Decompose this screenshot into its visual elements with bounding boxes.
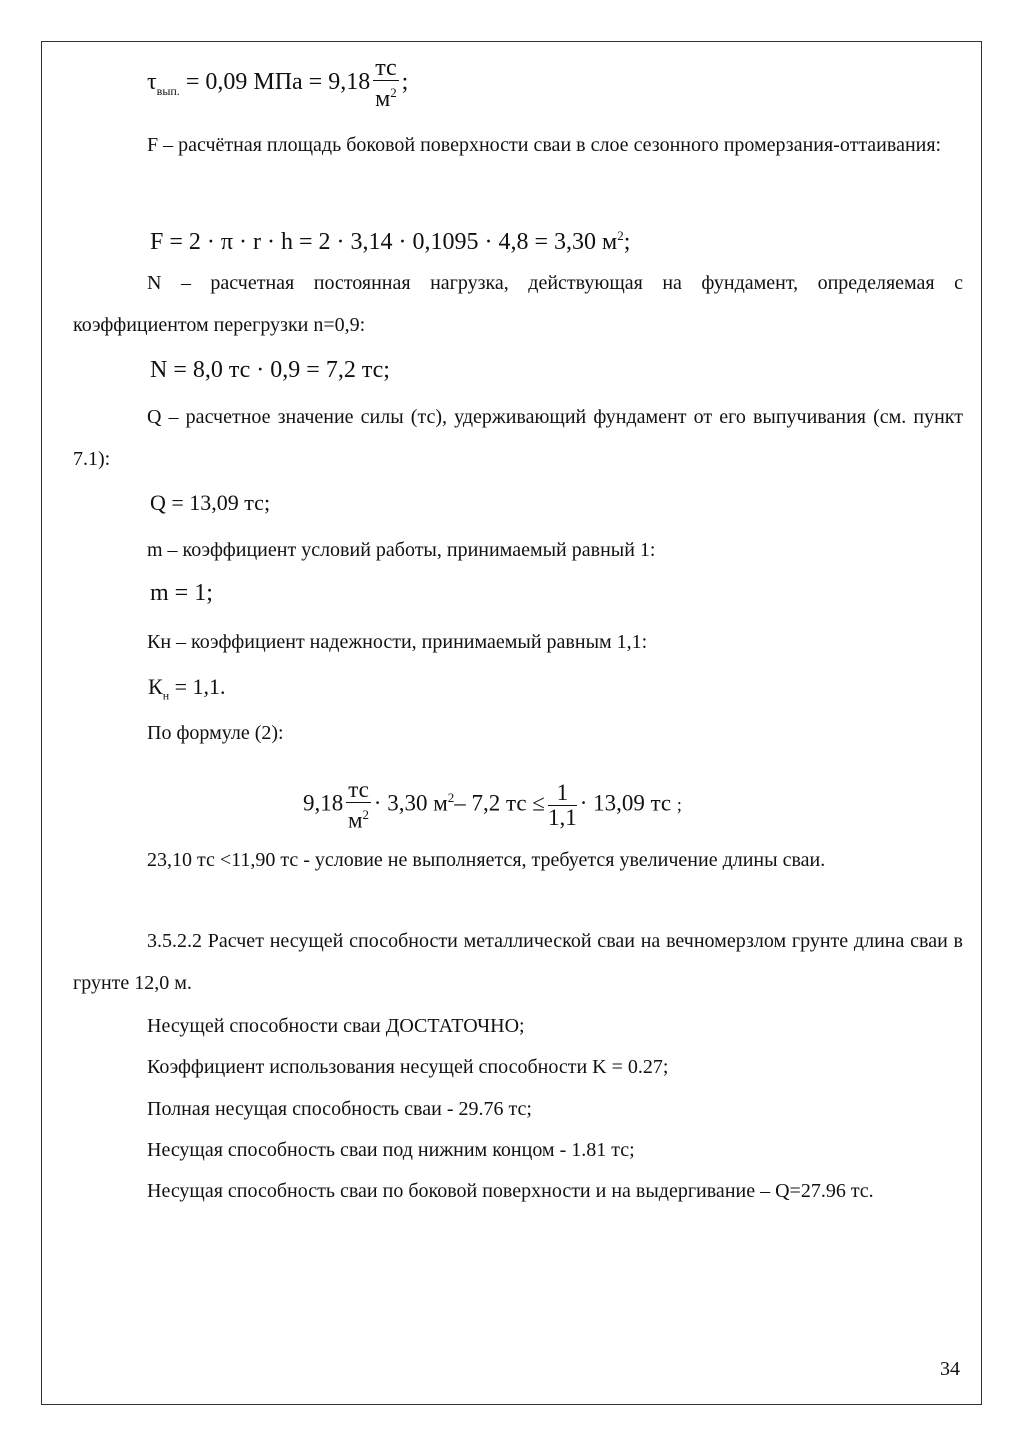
formula-text: 9,18 <box>303 790 344 816</box>
paragraph-result: 23,10 тс <11,90 тс - условие не выполняется, требуется увеличение длины сваи. <box>147 849 826 871</box>
line-total-capacity: Полная несущая способность сваи - 29.76 тс; <box>147 1098 532 1120</box>
denominator: м <box>347 807 363 833</box>
page-number: 34 <box>940 1358 960 1380</box>
exponent: 2 <box>447 789 455 805</box>
formula-end: ; <box>623 229 631 255</box>
subscript: н <box>162 688 170 703</box>
numerator: тс <box>348 777 369 802</box>
tau-symbol: τ <box>147 69 157 96</box>
formula-m: m = 1; <box>150 580 213 606</box>
fraction <box>373 56 398 111</box>
paragraph-N: N – расчетная постоянная нагрузка, действующая на фундамент, определяемая с коэффициентом перегрузки n=0,9: <box>73 272 963 336</box>
formula-F <box>150 221 630 257</box>
formula-text: К <box>148 674 163 699</box>
paragraph-m: m – коэффициент условий работы, принимаемый равный 1: <box>147 539 656 561</box>
formula-Kn <box>148 672 226 710</box>
paragraph-Q: Q – расчетное значение силы (тс), удерживающий фундамент от его выпучивания (см. пункт 7.1): <box>73 406 963 470</box>
formula-Q: Q = 13,09 тс; <box>150 490 271 515</box>
numerator: 1 <box>548 781 577 806</box>
fraction <box>346 778 371 833</box>
formula-end: ; <box>401 69 409 96</box>
fraction <box>548 781 577 830</box>
formula-main <box>303 778 682 833</box>
formula-text: · 13,09 тс <box>579 790 672 816</box>
paragraph-3-5-2-2: 3.5.2.2 Расчет несущей способности металлической сваи на вечномерзлом грунте длина сваи в грунте 12,0 м. <box>73 930 963 994</box>
formula-text: F = 2 · π · r · h = 2 · 3,14 · 0,1095 · 4,8 = 3,30 м <box>150 229 618 255</box>
paragraph-F: F – расчётная площадь боковой поверхности сваи в слое сезонного промерзания-оттаивания: <box>147 134 942 156</box>
line-sufficient: Несущей способности сваи ДОСТАТОЧНО; <box>147 1015 525 1037</box>
tau-subscript: вып. <box>156 83 180 98</box>
line-tip-capacity: Несущая способность сваи под нижним концом - 1.81 тс; <box>147 1139 635 1161</box>
exponent: 2 <box>617 228 624 243</box>
paragraph-formula-2: По формуле (2): <box>147 722 284 744</box>
formula-N: N = 8,0 тс · 0,9 = 7,2 тс; <box>150 357 390 383</box>
exponent: 2 <box>362 807 370 822</box>
paragraph-Kn: Кн – коэффициент надежности, принимаемый равным 1,1: <box>147 631 648 653</box>
formula-text: = 0,09 МПа = 9,18 <box>179 69 371 96</box>
denominator: 1,1 <box>547 804 577 830</box>
formula-text: – 7,2 тс ≤ <box>454 790 545 816</box>
formula-end: ; <box>676 794 682 815</box>
exponent: 2 <box>390 85 397 100</box>
line-utilization: Коэффициент использования несущей способности K = 0.27; <box>147 1056 669 1078</box>
formula-tau <box>147 56 408 111</box>
numerator: тс <box>375 55 397 81</box>
denominator: м <box>375 86 391 112</box>
formula-text: = 1,1. <box>169 674 226 699</box>
paragraph-side-capacity: Несущая способность сваи по боковой поверхности и на выдергивание – Q=27.96 тс. <box>147 1180 874 1202</box>
formula-text: · 3,30 м <box>373 790 448 816</box>
